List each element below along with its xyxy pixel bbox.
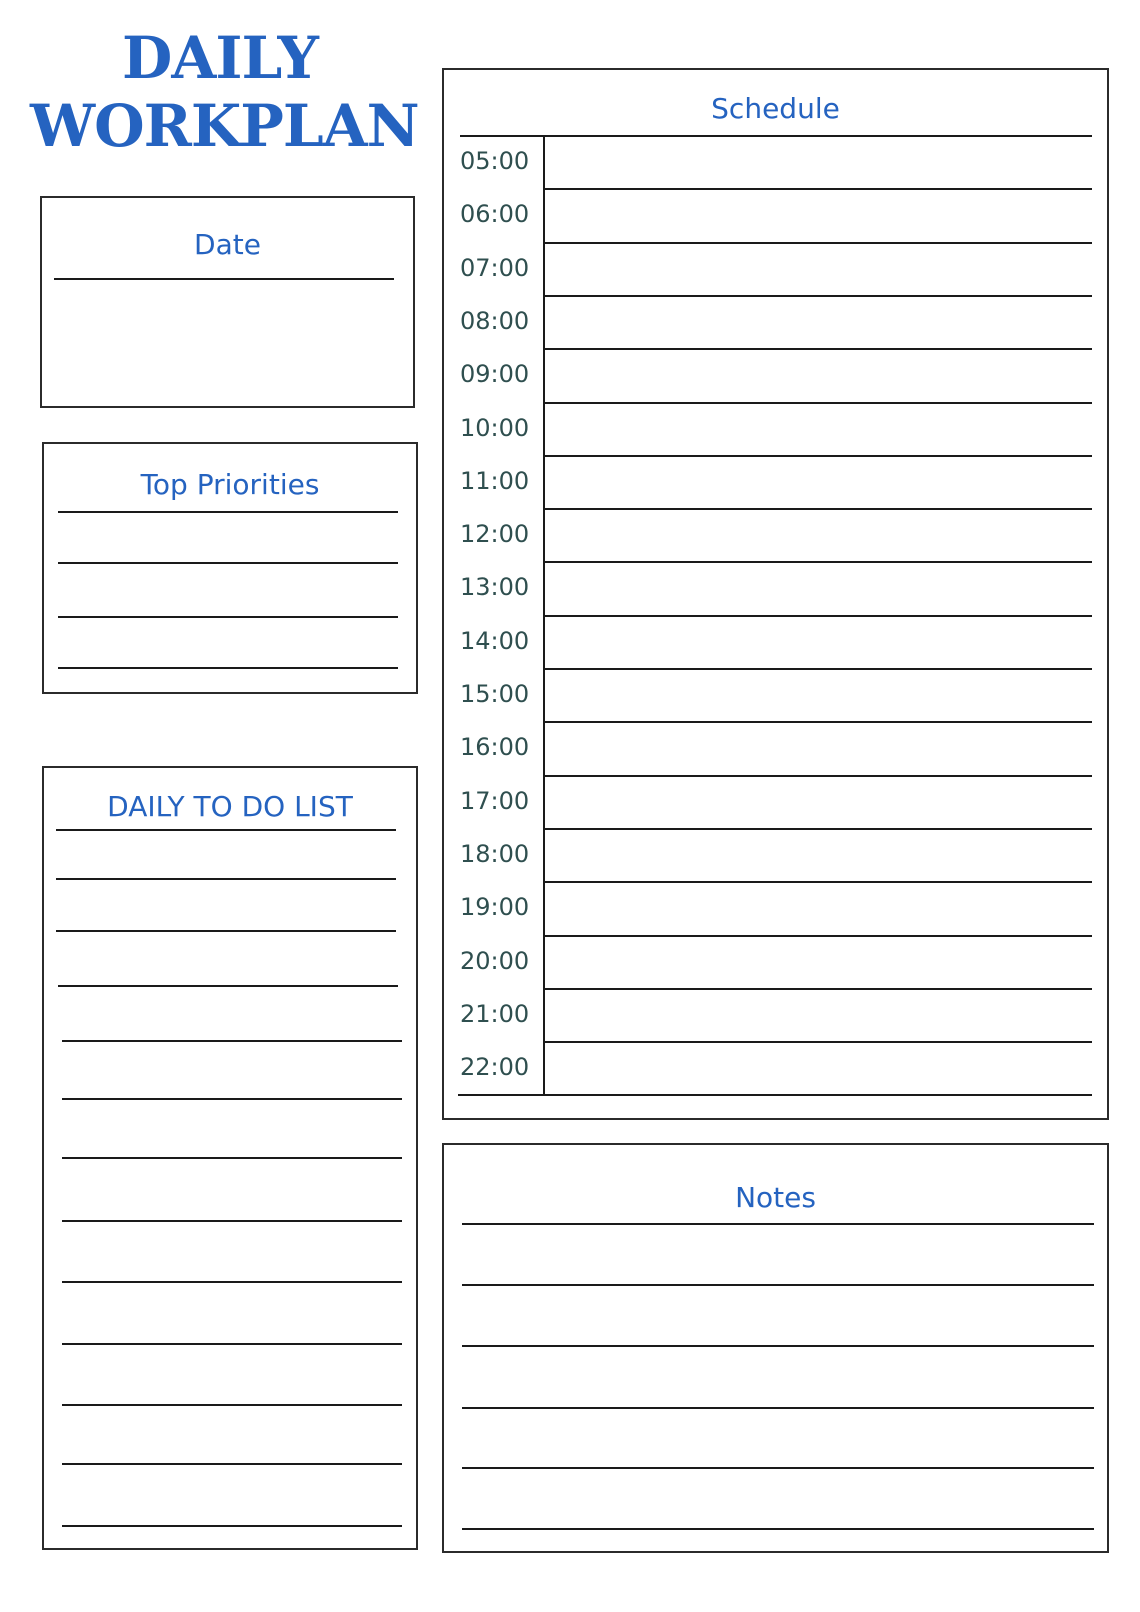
schedule-row-line — [543, 242, 1092, 244]
notes-box — [442, 1143, 1109, 1553]
date-heading: Date — [194, 228, 261, 261]
schedule-row-line — [543, 881, 1092, 883]
schedule-time-label: 17:00 — [460, 786, 530, 815]
todo-line[interactable] — [62, 1525, 402, 1527]
schedule-time-label: 16:00 — [460, 733, 530, 762]
schedule-slot[interactable] — [547, 884, 1092, 931]
schedule-time-label: 19:00 — [460, 893, 530, 922]
todo-line[interactable] — [62, 1281, 402, 1283]
schedule-time-label: 08:00 — [460, 306, 530, 335]
todo-line[interactable] — [56, 930, 396, 932]
top-priorities-box — [42, 442, 418, 694]
schedule-slot[interactable] — [547, 351, 1092, 398]
todo-line[interactable] — [62, 1157, 402, 1159]
todo-line[interactable] — [62, 1463, 402, 1465]
schedule-time-label: 14:00 — [460, 626, 530, 655]
schedule-heading-underline — [460, 135, 1092, 137]
schedule-row-line — [543, 935, 1092, 937]
schedule-slot[interactable] — [547, 618, 1092, 665]
schedule-slot[interactable] — [547, 831, 1092, 878]
schedule-slot[interactable] — [547, 458, 1092, 505]
schedule-slot[interactable] — [547, 938, 1092, 985]
schedule-row-line — [458, 1094, 1092, 1096]
schedule-time-label: 15:00 — [460, 680, 530, 708]
priority-line[interactable] — [58, 562, 398, 564]
schedule-time-label: 13:00 — [460, 573, 530, 602]
schedule-slot[interactable] — [547, 138, 1092, 185]
title-line-daily: DAILY — [122, 24, 318, 92]
schedule-row-line — [543, 668, 1092, 670]
date-box — [40, 196, 415, 408]
schedule-slot[interactable] — [547, 671, 1092, 718]
schedule-row-line — [543, 721, 1092, 723]
todo-list-box — [42, 766, 418, 1550]
schedule-row-line — [543, 402, 1092, 404]
schedule-heading: Schedule — [711, 92, 840, 125]
schedule-row-line — [543, 615, 1092, 617]
notes-line[interactable] — [462, 1407, 1094, 1409]
schedule-row-line — [543, 1041, 1092, 1043]
schedule-slot[interactable] — [547, 991, 1092, 1038]
schedule-slot[interactable] — [547, 245, 1092, 292]
schedule-time-label: 10:00 — [460, 413, 530, 442]
schedule-time-label: 22:00 — [460, 1053, 530, 1082]
todo-line[interactable] — [62, 1404, 402, 1406]
notes-line[interactable] — [462, 1528, 1094, 1530]
notes-heading-underline — [462, 1223, 1094, 1225]
notes-line[interactable] — [462, 1345, 1094, 1347]
schedule-row-line — [543, 828, 1092, 830]
schedule-slot[interactable] — [547, 1044, 1092, 1091]
date-underline — [54, 278, 394, 280]
schedule-row-line — [543, 295, 1092, 297]
top-priorities-heading: Top Priorities — [140, 468, 320, 501]
schedule-time-label: 06:00 — [460, 200, 530, 229]
schedule-time-label: 18:00 — [460, 839, 530, 868]
page-title — [30, 24, 419, 160]
priority-line[interactable] — [58, 667, 398, 669]
schedule-slot[interactable] — [547, 405, 1092, 452]
date-write-area[interactable] — [54, 284, 401, 398]
priority-line[interactable] — [58, 616, 398, 618]
schedule-time-label: 11:00 — [460, 466, 530, 495]
priorities-heading-underline — [58, 511, 398, 513]
schedule-slot[interactable] — [547, 564, 1092, 611]
schedule-time-label: 07:00 — [460, 253, 530, 282]
schedule-time-label: 05:00 — [460, 147, 530, 175]
todo-line[interactable] — [62, 1040, 402, 1042]
todo-line[interactable] — [62, 1220, 402, 1222]
schedule-row-line — [543, 508, 1092, 510]
schedule-time-label: 20:00 — [460, 946, 530, 975]
schedule-time-label: 12:00 — [460, 520, 530, 549]
schedule-time-label: 21:00 — [460, 999, 530, 1028]
schedule-row-line — [543, 775, 1092, 777]
todo-line[interactable] — [58, 985, 398, 987]
schedule-row-line — [543, 188, 1092, 190]
notes-line[interactable] — [462, 1284, 1094, 1286]
schedule-time-label: 09:00 — [460, 360, 530, 389]
schedule-slot[interactable] — [547, 778, 1092, 825]
todo-line[interactable] — [56, 878, 396, 880]
schedule-row-line — [543, 348, 1092, 350]
schedule-slot[interactable] — [547, 191, 1092, 238]
schedule-box — [442, 68, 1109, 1120]
notes-heading: Notes — [735, 1181, 816, 1214]
schedule-slot[interactable] — [547, 724, 1092, 771]
todo-heading-underline — [56, 829, 396, 831]
schedule-row-line — [543, 455, 1092, 457]
schedule-slot[interactable] — [547, 511, 1092, 558]
todo-list-heading: DAILY TO DO LIST — [107, 790, 353, 823]
schedule-slot[interactable] — [547, 298, 1092, 345]
schedule-row-line — [543, 988, 1092, 990]
notes-line[interactable] — [462, 1467, 1094, 1469]
todo-line[interactable] — [62, 1343, 402, 1345]
todo-line[interactable] — [62, 1098, 402, 1100]
schedule-row-line — [543, 561, 1092, 563]
title-line-workplan: WORKPLAN — [30, 92, 419, 160]
